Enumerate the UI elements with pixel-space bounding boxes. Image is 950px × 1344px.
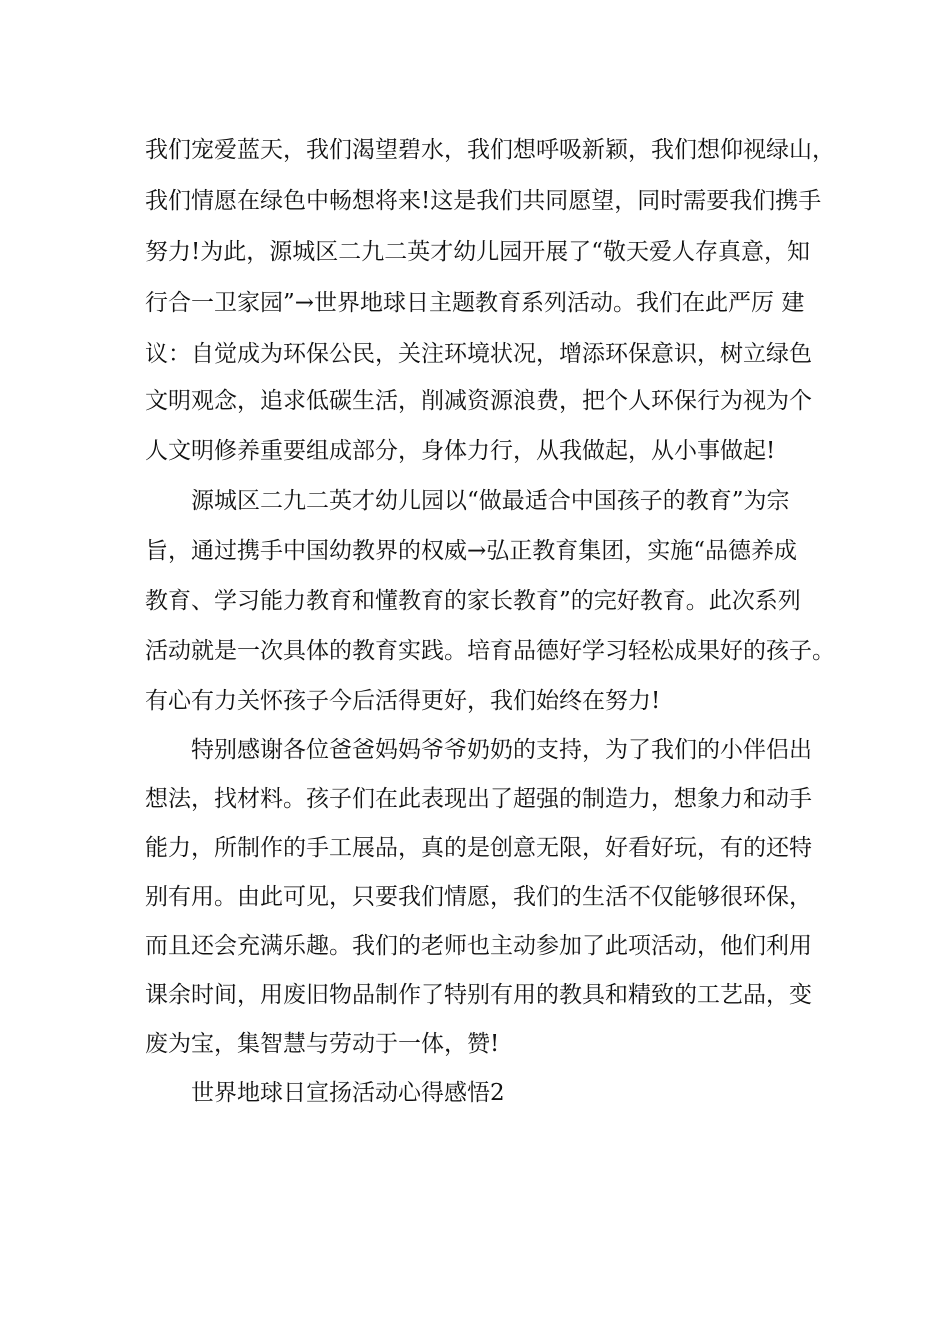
- paragraph-1-line-6: 文明观念，追求低碳生活，削减资源浪费，把个人环保行为视为个: [145, 388, 812, 414]
- paragraph-3-line-4: 别有用。由此可见，只要我们情愿，我们的生活不仅能够很环保，: [145, 884, 812, 910]
- paragraph-2-line-5: 有心有力关怀孩子今后活得更好，我们始终在努力!: [145, 688, 661, 714]
- paragraph-2-line-4: 活动就是一次具体的教育实践。培育品德好学习轻松成果好的孩子。: [145, 638, 835, 664]
- paragraph-2-line-2: 旨，通过携手中国幼教界的权威→弘正教育集团，实施“品德养成: [145, 538, 798, 564]
- paragraph-1-line-7: 人文明修养重要组成部分，身体力行，从我做起，从小事做起!: [145, 438, 776, 464]
- paragraph-3-line-2: 想法，找材料。孩子们在此表现出了超强的制造力，想象力和动手: [145, 786, 812, 812]
- paragraph-2-line-3: 教育、学习能力教育和懂教育的家长教育”的完好教育。此次系列: [145, 588, 801, 614]
- section-heading: 世界地球日宣扬活动心得感悟2: [191, 1080, 505, 1106]
- paragraph-3-line-7: 废为宝，集智慧与劳动于一体，赞!: [145, 1031, 500, 1057]
- paragraph-1-line-3: 努力!为此，源城区二九二英才幼儿园开展了“敬天爱人存真意，知: [145, 239, 811, 265]
- paragraph-1-line-1: 我们宠爱蓝天，我们渴望碧水，我们想呼吸新颖，我们想仰视绿山，: [145, 137, 835, 163]
- paragraph-2-line-1: 源城区二九二英才幼儿园以“做最适合中国孩子的教育”为宗: [191, 488, 790, 514]
- paragraph-3-line-3: 能力，所制作的手工展品，真的是创意无限，好看好玩，有的还特: [145, 835, 812, 861]
- paragraph-3-line-6: 课余时间，用废旧物品制作了特别有用的教具和精致的工艺品，变: [145, 982, 812, 1008]
- paragraph-1-line-2: 我们情愿在绿色中畅想将来!这是我们共同愿望，同时需要我们携手: [145, 188, 822, 214]
- paragraph-1-line-5: 议：自觉成为环保公民，关注环境状况，增添环保意识，树立绿色: [145, 341, 812, 367]
- paragraph-3-line-1: 特别感谢各位爸爸妈妈爷爷奶奶的支持，为了我们的小伴侣出: [191, 737, 812, 763]
- paragraph-3-line-5: 而且还会充满乐趣。我们的老师也主动参加了此项活动，他们利用: [145, 933, 812, 959]
- paragraph-1-line-4: 行合一卫家园”→世界地球日主题教育系列活动。我们在此严厉 建: [145, 290, 805, 316]
